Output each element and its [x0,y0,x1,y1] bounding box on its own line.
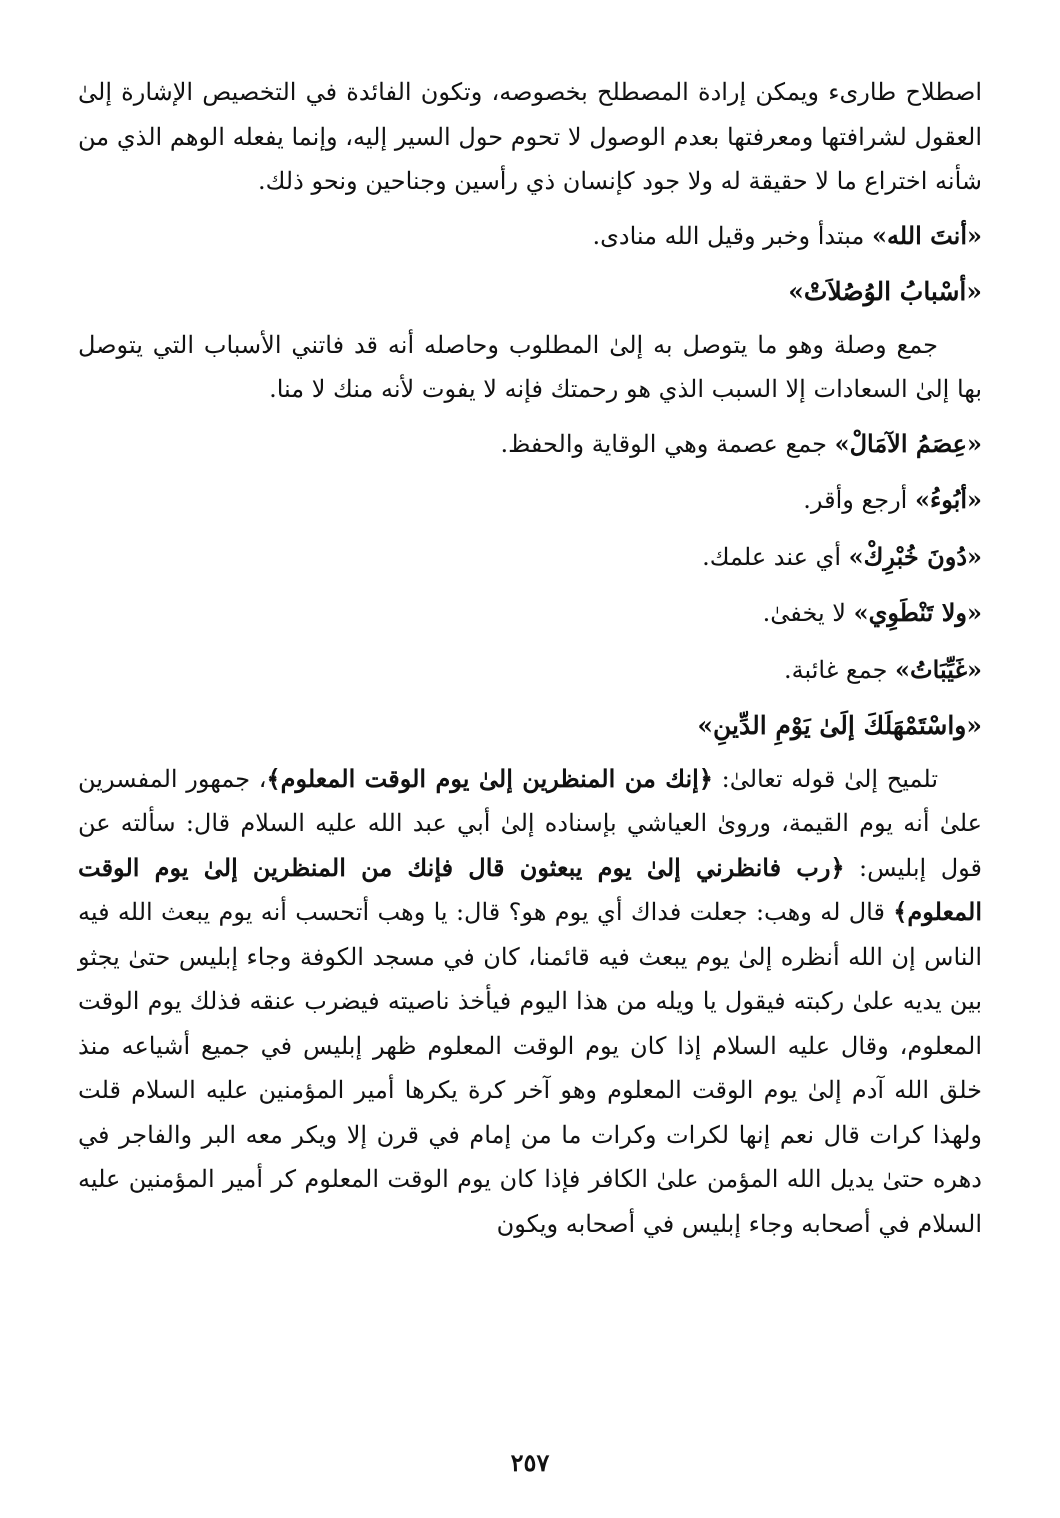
entry-text: لا يخفىٰ. [762,599,854,627]
paragraph-text: ، جمهور المفسرين علىٰ أنه يوم القيمة، وروىٰ العياشي بإسناده إلىٰ أبي عبد الله عليه السلام قال: سألته عن قول إبليس: [78,764,982,882]
paragraph-text: قال له وهب: جعلت فداك أي يوم هو؟ قال: يا وهب أتحسب أنه يوم يبعث الله فيه الناس إن الله أنظره إلىٰ يوم يبعث فيه قائمنا، كان في مسجد الكوفة وجاء إبليس حتىٰ يجثو بين يديه علىٰ ركبته فيقول يا ويله من هذا اليوم فيأخذ ناصيته فيضرب عنقه فذلك يوم الوقت المعلوم، وقال عليه السلام إذا كان يوم الوقت المعلوم ظهر إبليس في جميع أشياعه منذ خلق الله آدم إلىٰ يوم الوقت المعلوم وهو آخر كرة يكرها أمير المؤمنين عليه السلام قلت ولهذا كرات قال نعم إنها لكرات وكرات ما من إمام في قرن إلا ويكر معه البر والفاجر في دهره حتىٰ يديل الله المؤمن علىٰ الكافر فإذا كان يوم الوقت المعلوم كر أمير المؤمنين عليه السلام في أصحابه وجاء إبليس في أصحابه ويكون [78,898,982,1238]
entry-text: أي عند علمك. [702,542,849,571]
entry-text: أرجع وأقر. [803,486,915,514]
paragraph-asbab: جمع وصلة وهو ما يتوصل به إلىٰ المطلوب وحاصله أنه قد فاتني الأسباب التي يتوصل بها إلىٰ السعادات إلا السبب الذي هو رحمتك فإنه لا يفوت لأنه منك لا منا. [78,330,982,403]
entry-text: جمع عصمة وهي الوقاية والحفظ. [500,429,835,458]
entry-la-tantawi [78,591,982,636]
entry-term: «دُونَ خُبْرِكْ» [848,541,982,571]
quran-quote: ﴿إنك من المنظرين إلىٰ يوم الوقت المعلوم﴾ [266,763,713,793]
entry-term: «غَيِّبَاتُ» [895,654,982,684]
entry-text: مبتدأ وخبر وقيل الله منادى. [592,221,872,250]
entry-ghayyibat [78,648,982,693]
entry-abou [78,478,982,523]
entry-isam [78,422,982,467]
paragraph-istamhalak [78,757,982,1247]
section-heading-istamhalak: «واسْتَمْهَلَكَ إلَىٰ يَوْمِ الدِّينِ» [697,711,982,740]
page-body [78,70,982,1246]
page-number: ٢٥٧ [510,1448,550,1477]
entry-doun-khubrik [78,535,982,580]
entry-text: جمع غائبة. [784,655,896,684]
section-heading-asbab: «أسْبابُ الوُصُلاَتْ» [788,277,982,306]
entry-term: «أنتَ الله» [871,220,982,250]
entry-term: «أبُوءُ» [914,485,982,514]
quran-quote: ﴿رب فانظرني إلىٰ يوم يبعثون قال فإنك من المنظرين إلىٰ يوم الوقت المعلوم﴾ [78,852,982,926]
paragraph-text: تلميح إلىٰ قوله تعالىٰ: [712,764,938,793]
entry-term: «عِصَمُ الآمَالْ» [834,428,982,458]
entry-anta-allah [78,214,982,259]
entry-term: «ولا تَنْطَوِي» [853,598,982,627]
intro-paragraph: اصطلاح طارىء ويمكن إرادة المصطلح بخصوصه، وتكون الفائدة في التخصيص الإشارة إلىٰ العقول لشرافتها ومعرفتها بعدم الوصول لا تحوم حول السير إليه، وإنما يفعله الوهم الذي من شأنه اختراع ما لا حقيقة له ولا جود كإنسان ذي رأسين وجناحين ونحو ذلك. [78,78,982,195]
